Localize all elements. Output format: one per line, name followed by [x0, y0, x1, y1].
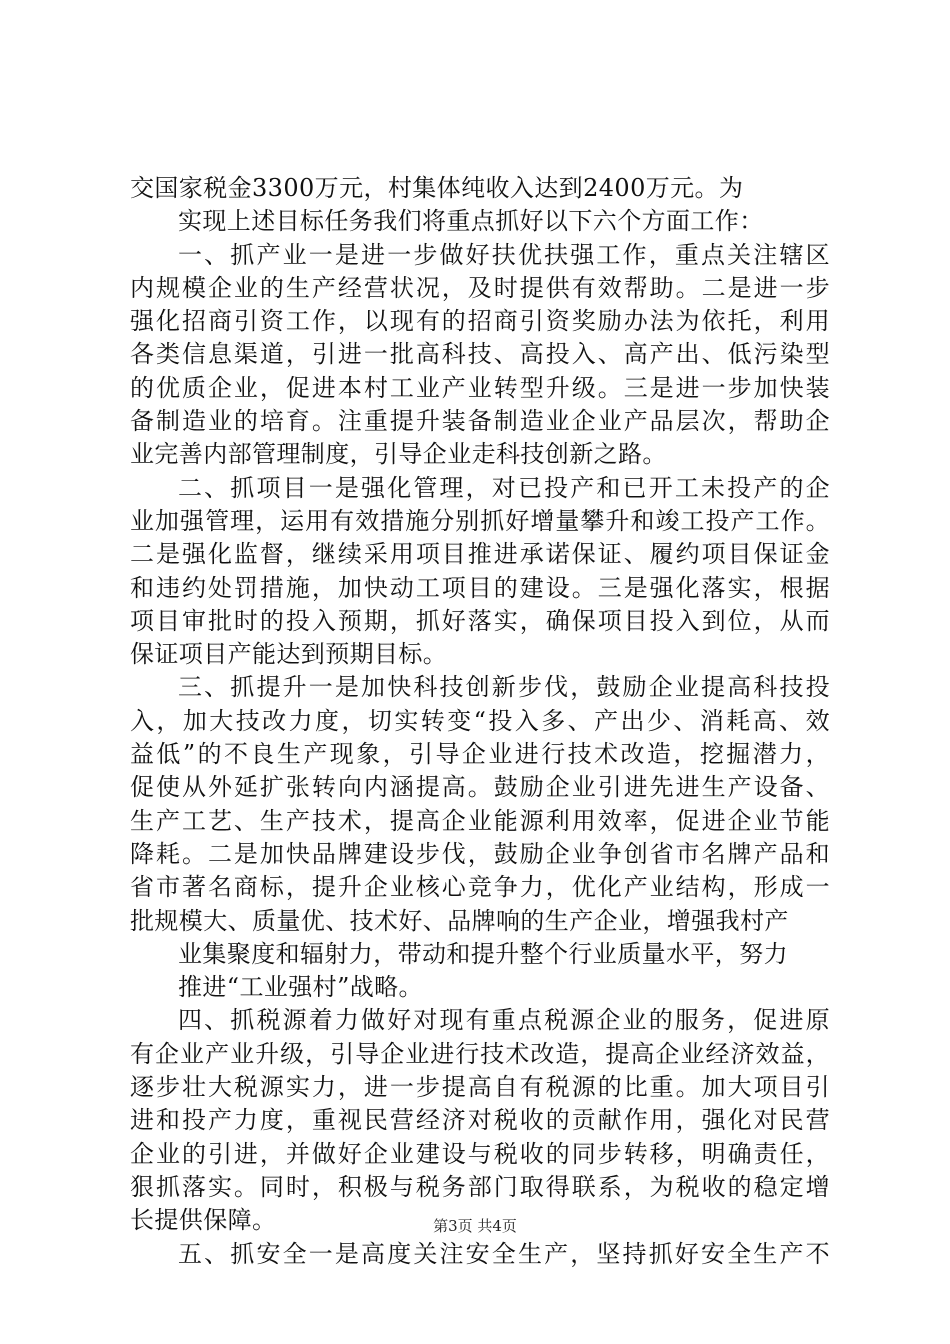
- text-line: 各类信息渠道，引进一批高科技、高投入、高产出、低污染型: [130, 340, 830, 369]
- text-line: 五、抓安全一是高度关注安全生产，坚持抓好安全生产不: [178, 1239, 830, 1268]
- text-line: 狠抓落实。同时，积极与税务部门取得联系，为税收的稳定增: [130, 1172, 830, 1201]
- text-line: 入，加大技改力度，切实转变“投入多、产出少、消耗高、效: [130, 706, 830, 735]
- text-line: 降耗。二是加快品牌建设步伐，鼓励企业争创省市名牌产品和: [130, 839, 830, 868]
- text-line: 省市著名商标，提升企业核心竞争力，优化产业结构，形成一: [130, 873, 830, 902]
- text-line: 交国家税金3300万元，村集体纯收入达到2400万元。为: [130, 174, 744, 202]
- text-line: 三、抓提升一是加快科技创新步伐，鼓励企业提高科技投: [178, 673, 830, 702]
- text-line: 备制造业的培育。注重提升装备制造业企业产品层次，帮助企: [130, 407, 830, 436]
- text-line: 益低”的不良生产现象，引导企业进行技术改造，挖掘潜力，: [130, 740, 830, 769]
- text-line: 批规模大、质量优、技术好、品牌响的生产企业，增强我村产: [130, 906, 789, 935]
- text-line: 四、抓税源着力做好对现有重点税源企业的服务，促进原: [178, 1006, 830, 1035]
- text-line: 业集聚度和辐射力，带动和提升整个行业质量水平，努力: [178, 939, 788, 968]
- text-line: 强化招商引资工作，以现有的招商引资奖励办法为依托，利用: [130, 307, 830, 336]
- text-line: 长提供保障。: [130, 1206, 277, 1235]
- text-line: 的优质企业，促进本村工业产业转型升级。三是进一步加快装: [130, 373, 830, 402]
- text-line: 和违约处罚措施，加快动工项目的建设。三是强化落实，根据: [130, 573, 830, 602]
- text-line: 二、抓项目一是强化管理，对已投产和已开工未投产的企: [178, 473, 830, 502]
- text-line: 内规模企业的生产经营状况，及时提供有效帮助。二是进一步: [130, 273, 830, 302]
- text-line: 有企业产业升级，引导企业进行技术改造，提高企业经济效益，: [130, 1039, 830, 1068]
- text-line: 促使从外延扩张转向内涵提高。鼓励企业引进先进生产设备、: [130, 773, 830, 802]
- page-footer: 第3页 共4页: [433, 1217, 517, 1235]
- text-line: 业加强管理，运用有效措施分别抓好增量攀升和竣工投产工作。: [130, 506, 830, 535]
- text-line: 逐步壮大税源实力，进一步提高自有税源的比重。加大项目引: [130, 1073, 830, 1102]
- document-body: [130, 172, 830, 1271]
- text-line: 进和投产力度，重视民营经济对税收的贡献作用，强化对民营: [130, 1106, 830, 1135]
- text-line: 企业的引进，并做好企业建设与税收的同步转移，明确责任，: [130, 1139, 830, 1168]
- text-line: 业完善内部管理制度，引导企业走科技创新之路。: [130, 440, 667, 469]
- text-line: 生产工艺、生产技术，提高企业能源利用效率，促进企业节能: [130, 806, 830, 835]
- text-line: 推进“工业强村”战略。: [178, 973, 423, 1002]
- text-line: 保证项目产能达到预期目标。: [130, 640, 448, 669]
- text-line: 实现上述目标任务我们将重点抓好以下六个方面工作：: [178, 207, 764, 236]
- text-line: 一、抓产业一是进一步做好扶优扶强工作，重点关注辖区: [178, 240, 830, 269]
- text-line: 二是强化监督，继续采用项目推进承诺保证、履约项目保证金: [130, 540, 830, 569]
- text-line: 项目审批时的投入预期，抓好落实，确保项目投入到位，从而: [130, 606, 830, 635]
